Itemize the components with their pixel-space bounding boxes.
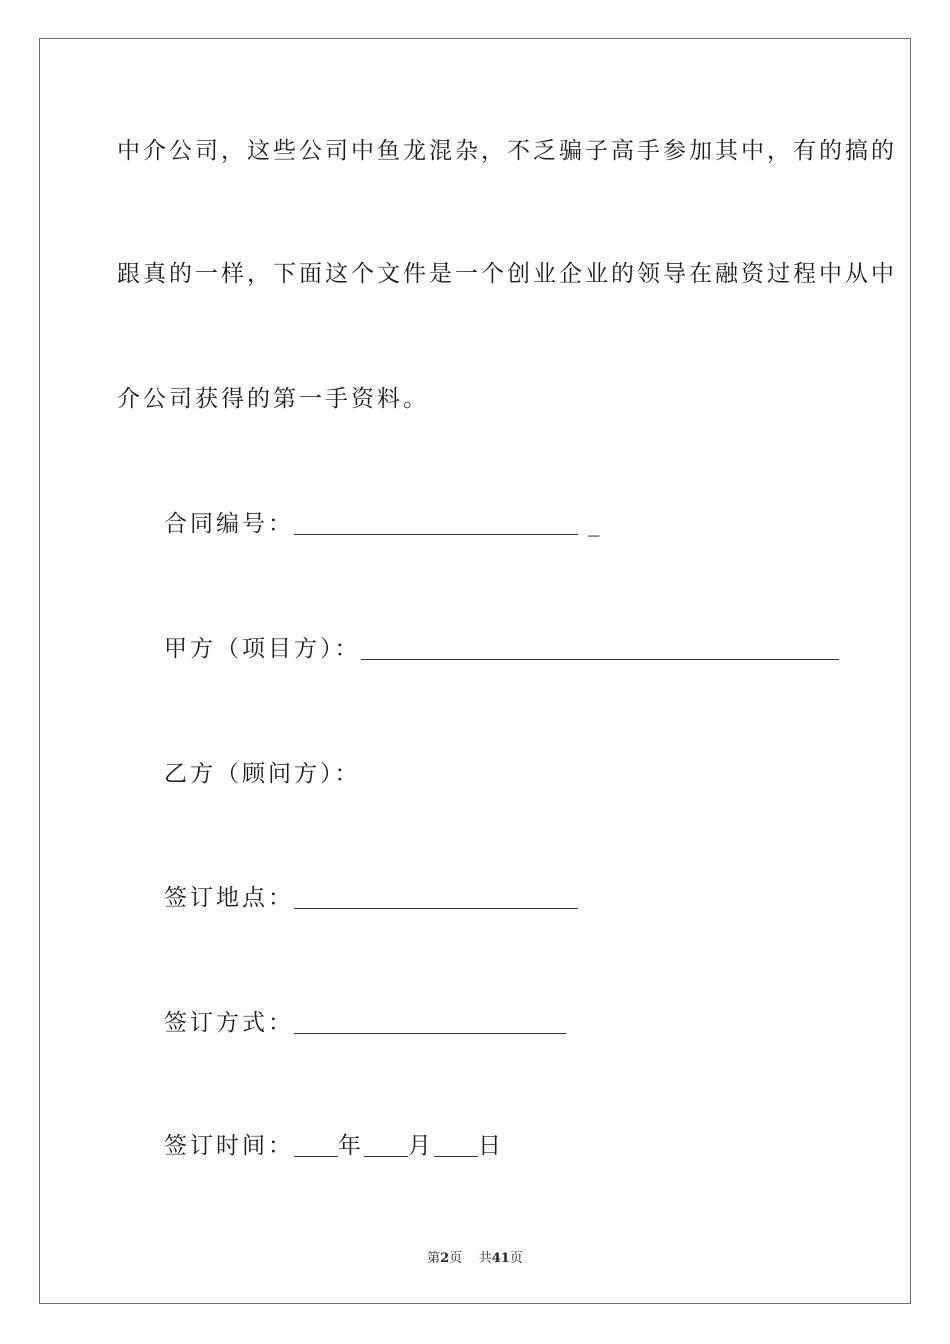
sign-method-label: 签订方式： xyxy=(164,1010,294,1036)
year-blank[interactable] xyxy=(294,1136,338,1157)
day-label: 日 xyxy=(478,1133,504,1159)
year-label: 年 xyxy=(338,1133,364,1159)
sign-place-blank[interactable] xyxy=(294,888,578,909)
sign-method-field xyxy=(164,1008,566,1038)
footer-page-unit: 页 xyxy=(449,1251,463,1266)
footer-prefix: 第 xyxy=(427,1251,441,1266)
page-footer xyxy=(0,1247,950,1266)
party-b-label: 乙方（顾问方）： xyxy=(164,761,361,787)
footer-page-number: 2 xyxy=(440,1251,450,1266)
party-a-label: 甲方（项目方）： xyxy=(164,636,361,662)
paragraph-line-2: 跟真的一样，下面这个文件是一个创业企业的领导在融资过程中从中 xyxy=(117,261,897,287)
sign-place-field xyxy=(164,883,578,913)
footer-total-unit: 页 xyxy=(509,1251,523,1266)
month-blank[interactable] xyxy=(364,1136,408,1157)
day-blank[interactable] xyxy=(434,1136,478,1157)
contract-number-blank[interactable] xyxy=(294,514,578,535)
page-border xyxy=(39,38,911,1304)
paragraph-line-3: 介公司获得的第一手资料。 xyxy=(117,386,429,412)
footer-total-prefix: 共 xyxy=(478,1251,492,1266)
contract-number-label: 合同编号： xyxy=(164,511,294,537)
month-label: 月 xyxy=(408,1133,434,1159)
party-b-field xyxy=(164,759,361,789)
party-a-blank[interactable] xyxy=(361,639,839,660)
sign-time-field xyxy=(164,1131,504,1161)
party-a-field xyxy=(164,634,839,664)
sign-method-blank[interactable] xyxy=(294,1013,566,1034)
paragraph-line-1: 中介公司，这些公司中鱼龙混杂，不乏骗子高手参加其中，有的搞的 xyxy=(117,138,897,164)
footer-total-pages: 41 xyxy=(491,1251,510,1266)
sign-place-label: 签订地点： xyxy=(164,885,294,911)
contract-number-field xyxy=(164,509,603,539)
contract-number-suffix: _ xyxy=(588,511,603,537)
sign-time-label: 签订时间： xyxy=(164,1133,294,1159)
